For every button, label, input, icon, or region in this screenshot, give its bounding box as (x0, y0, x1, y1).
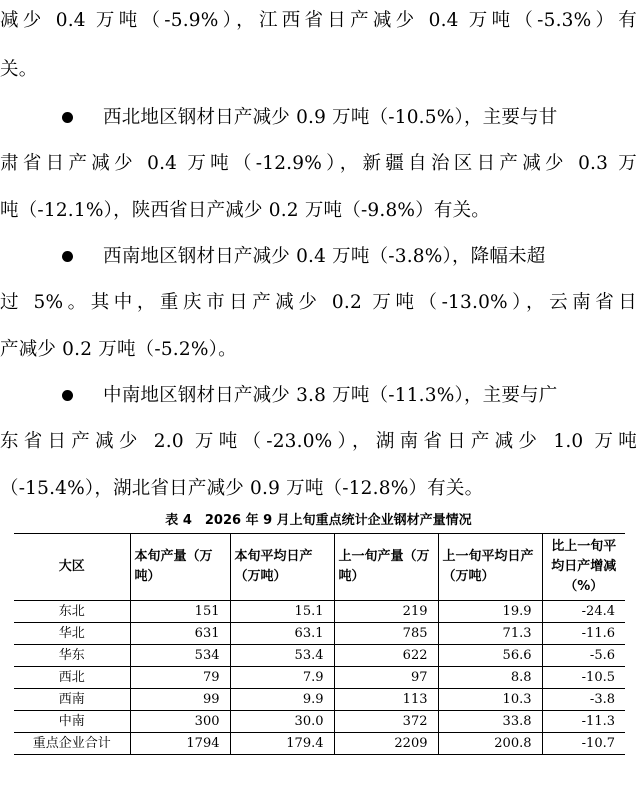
header-previous-output: 上一旬产量（万吨） (334, 534, 438, 601)
cell-previous-output: 622 (334, 645, 438, 667)
table-row (14, 645, 625, 667)
cell-current-output: 99 (130, 689, 230, 711)
paragraph-3-line-3: 产减少 0.2 万吨（-5.2%）。 (0, 339, 237, 360)
cell-previous-output: 785 (334, 623, 438, 645)
paragraph-2-line-1 (0, 105, 637, 131)
cell-daily-change: -11.6 (542, 623, 625, 645)
table-row (14, 711, 625, 733)
paragraph-2-line-2: 肃省日产减少 0.4 万吨（-12.9%），新疆自治区日产减少 0.3 万 (0, 153, 637, 174)
cell-current-output: 300 (130, 711, 230, 733)
cell-daily-change: -24.4 (542, 601, 625, 623)
cell-current-daily: 30.0 (230, 711, 334, 733)
table-row (14, 689, 625, 711)
cell-previous-daily: 71.3 (438, 623, 542, 645)
cell-region: 重点企业合计 (14, 733, 130, 755)
cell-current-daily: 53.4 (230, 645, 334, 667)
header-previous-daily: 上一旬平均日产（万吨） (438, 534, 542, 601)
cell-daily-change: -10.5 (542, 667, 625, 689)
cell-current-daily: 15.1 (230, 601, 334, 623)
table-header-row (14, 534, 625, 601)
header-daily-change: 比上一旬平均日产增减（%） (542, 534, 625, 601)
cell-previous-daily: 56.6 (438, 645, 542, 667)
bullet-icon (62, 112, 73, 123)
cell-current-daily: 7.9 (230, 667, 334, 689)
cell-current-output: 631 (130, 623, 230, 645)
header-region: 大区 (14, 534, 130, 601)
cell-previous-daily: 8.8 (438, 667, 542, 689)
paragraph-3-line-1 (0, 244, 637, 270)
cell-previous-daily: 10.3 (438, 689, 542, 711)
cell-region: 中南 (14, 711, 130, 733)
cell-previous-output: 2209 (334, 733, 438, 755)
header-current-daily: 本旬平均日产（万吨） (230, 534, 334, 601)
paragraph-1-line-2: 关。 (0, 59, 38, 80)
steel-production-table (14, 533, 625, 755)
cell-daily-change: -10.7 (542, 733, 625, 755)
cell-region: 华北 (14, 623, 130, 645)
cell-current-daily: 63.1 (230, 623, 334, 645)
paragraph-4-line-1-text: 中南地区钢材日产减少 3.8 万吨（-11.3%），主要与广 (103, 385, 558, 406)
cell-previous-output: 372 (334, 711, 438, 733)
paragraph-3-line-1-text: 西南地区钢材日产减少 0.4 万吨（-3.8%），降幅未超 (103, 246, 546, 267)
paragraph-4-line-2: 东省日产减少 2.0 万吨（-23.0%），湖南省日产减少 1.0 万吨 (0, 431, 637, 452)
cell-previous-daily: 33.8 (438, 711, 542, 733)
paragraph-2-line-3: 吨（-12.1%），陕西省日产减少 0.2 万吨（-9.8%）有关。 (0, 200, 491, 221)
paragraph-3-line-2: 过 5%。其中，重庆市日产减少 0.2 万吨（-13.0%），云南省日 (0, 292, 637, 313)
cell-region: 西南 (14, 689, 130, 711)
bullet-icon (62, 390, 73, 401)
cell-current-output: 151 (130, 601, 230, 623)
cell-region: 华东 (14, 645, 130, 667)
cell-previous-daily: 19.9 (438, 601, 542, 623)
paragraph-1-line-1: 减少 0.4 万吨（-5.9%），江西省日产减少 0.4 万吨（-5.3%）有 (0, 10, 637, 31)
cell-current-output: 79 (130, 667, 230, 689)
cell-previous-daily: 200.8 (438, 733, 542, 755)
cell-previous-output: 219 (334, 601, 438, 623)
cell-current-output: 534 (130, 645, 230, 667)
cell-current-daily: 9.9 (230, 689, 334, 711)
table-row (14, 623, 625, 645)
paragraph-2-line-1-text: 西北地区钢材日产减少 0.9 万吨（-10.5%），主要与甘 (103, 107, 558, 128)
bullet-icon (62, 251, 73, 262)
table-row (14, 601, 625, 623)
table-caption: 表 4 2026 年 9 月上旬重点统计企业钢材产量情况 (165, 513, 472, 528)
header-current-output: 本旬产量（万吨） (130, 534, 230, 601)
paragraph-4-line-1 (0, 383, 637, 409)
cell-daily-change: -11.3 (542, 711, 625, 733)
paragraph-4-line-3: （-15.4%），湖北省日产减少 0.9 万吨（-12.8%）有关。 (0, 478, 484, 499)
cell-previous-output: 97 (334, 667, 438, 689)
cell-current-output: 1794 (130, 733, 230, 755)
cell-daily-change: -3.8 (542, 689, 625, 711)
cell-daily-change: -5.6 (542, 645, 625, 667)
table-row (14, 667, 625, 689)
cell-region: 西北 (14, 667, 130, 689)
cell-previous-output: 113 (334, 689, 438, 711)
cell-current-daily: 179.4 (230, 733, 334, 755)
table-total-row (14, 733, 625, 755)
cell-region: 东北 (14, 601, 130, 623)
